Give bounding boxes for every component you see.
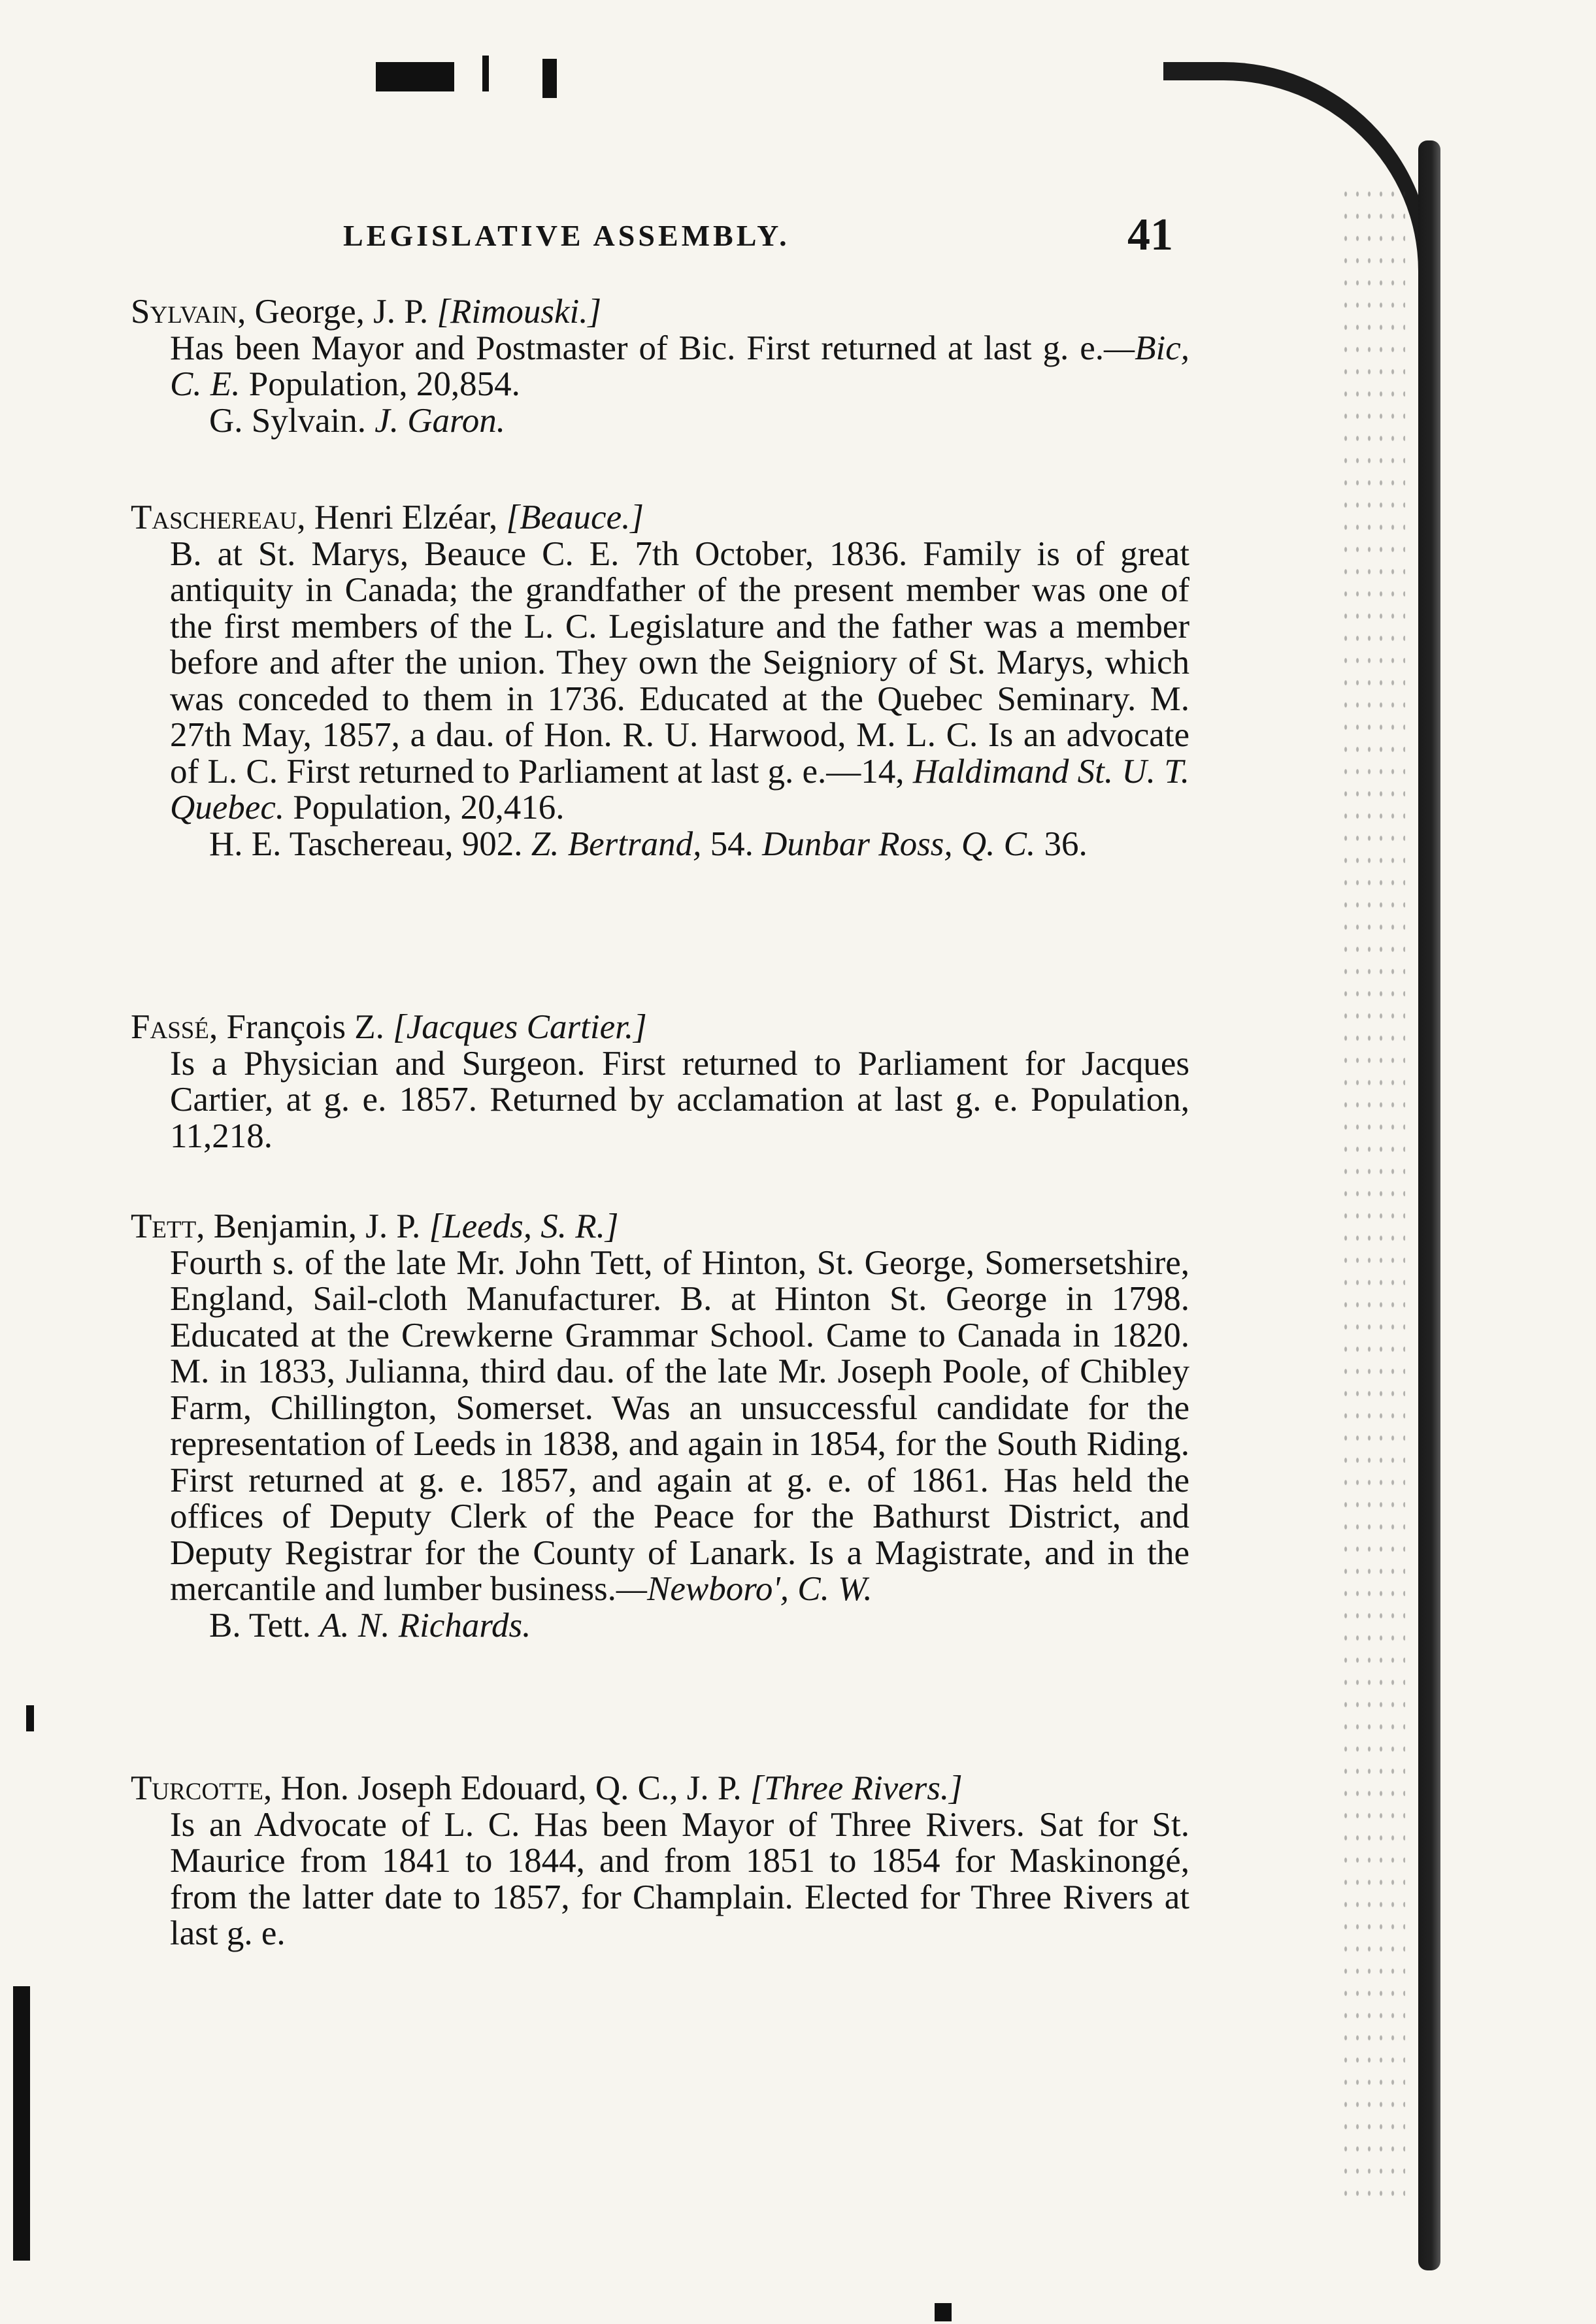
entry-bio-italic: —Newboro', C. W. <box>616 1570 873 1608</box>
entry-fasse <box>131 1009 1189 1154</box>
entry-election-returns <box>131 1608 1189 1645</box>
return-opponent-2-votes: 36. <box>1035 825 1088 863</box>
entry-heading <box>131 500 1189 536</box>
entry-biography <box>131 1807 1189 1952</box>
entry-heading <box>131 1771 1189 1807</box>
entry-given-names: , Benjamin, J. P. <box>196 1207 421 1245</box>
entry-heading <box>131 1009 1189 1046</box>
return-winner: H. E. Taschereau, 902. <box>209 825 523 863</box>
entry-biography <box>131 1245 1189 1608</box>
entry-given-names: , François Z. <box>208 1008 384 1046</box>
entry-surname: Sylvain <box>131 293 238 331</box>
return-opponent: A. N. Richards. <box>320 1606 531 1645</box>
top-ink-mark-2 <box>482 56 489 91</box>
entry-election-returns <box>131 403 1189 440</box>
entry-constituency: [Beauce.] <box>506 499 644 536</box>
entry-constituency: [Rimouski.] <box>437 293 602 331</box>
left-margin-bar <box>13 1986 30 2261</box>
entry-heading <box>131 294 1189 331</box>
return-opponent-1-votes: 54. <box>701 825 754 863</box>
binding-gutter <box>1418 140 1440 2270</box>
entry-sylvain <box>131 294 1189 439</box>
bottom-ink-mark <box>935 2303 952 2321</box>
entry-bio-italic: —Bic, C. E. <box>170 329 1189 403</box>
entry-given-names: , Henri Elzéar, <box>297 499 498 536</box>
entry-constituency: [Three Rivers.] <box>750 1769 963 1807</box>
entry-bio-text: Is a Physician and Surgeon. First returned to Parliament for Jacques Cartier, at g. e. 1857. Returned by acclamation at last g. e. Population, 11,218. <box>170 1044 1189 1155</box>
entry-election-returns <box>131 826 1189 863</box>
entry-bio-population: Population, 20,854. <box>240 365 520 403</box>
entry-given-names: , George, J. P. <box>237 293 429 331</box>
entry-given-names: , Hon. Joseph Edouard, Q. C., J. P. <box>263 1769 742 1807</box>
entry-biography <box>131 331 1189 403</box>
top-ink-mark-1 <box>376 62 454 91</box>
entry-surname: Fassé <box>131 1008 209 1046</box>
return-opponent-2: Dunbar Ross, Q. C. <box>762 825 1036 863</box>
entry-heading <box>131 1209 1189 1245</box>
entry-surname: Turcotte <box>131 1769 263 1807</box>
gutter-specks <box>1340 183 1405 2208</box>
top-ink-mark-3 <box>542 59 557 98</box>
page-number: 41 <box>1127 210 1173 260</box>
entry-bio-population: Population, 20,416. <box>284 789 565 826</box>
entry-bio-italic: Haldimand St. U. T. Quebec. <box>170 752 1189 826</box>
return-winner: B. Tett. <box>209 1606 311 1645</box>
return-winner: G. Sylvain. <box>209 401 366 440</box>
running-header <box>343 209 1173 268</box>
entry-bio-text: Is an Advocate of L. C. Has been Mayor of Three Rivers. Sat for St. Maurice from 1841 to 1844, and from 1851 to 1854 for Maskinongé, from the latter date to 1857, for Champlain. Elected for Three Rivers at last g. e. <box>170 1805 1189 1952</box>
return-opponent-1: Z. Bertrand, <box>531 825 702 863</box>
entry-turcotte <box>131 1771 1189 1952</box>
entry-bio-text: B. at St. Marys, Beauce C. E. 7th October, 1836. Family is of great antiquity in Canada; the grandfather of the present member was one of the first members of the L. C. Legislature and the father was a member before and after the union. They own the Seigniory of St. Marys, which was conceded to them in 1736. Educated at the Quebec Seminary. M. 27th May, 1857, a dau. of Hon. R. U. Harwood, M. L. C. Is an advocate of L. C. First returned to Parliament at last g. e.—14, <box>170 534 1189 791</box>
entry-constituency: [Leeds, S. R.] <box>429 1207 619 1245</box>
header-title: LEGISLATIVE ASSEMBLY. <box>343 219 790 252</box>
entry-biography <box>131 536 1189 826</box>
entry-bio-text: Fourth s. of the late Mr. John Tett, of Hinton, St. George, Somersetshire, England, Sail-cloth Manufacturer. B. at Hinton St. George in 1798. Educated at the Crewkerne Grammar School. Came to Canada in 1820. M. in 1833, Julianna, third dau. of the late Mr. Joseph Poole, of Chibley Farm, Chillington, Somerset. Was an unsuccessful candidate for the representation of Leeds in 1838, and again in 1854, for the South Riding. First returned at g. e. 1857, and again at g. e. of 1861. Has held the offices of Deputy Clerk of the Peace for the Bathurst District, and Deputy Registrar for the County of Lanark. Is a Magistrate, and in the mercantile and lumber business. <box>170 1243 1189 1608</box>
entry-biography <box>131 1046 1189 1155</box>
entry-tett <box>131 1209 1189 1644</box>
return-opponent: J. Garon. <box>374 401 505 440</box>
entry-taschereau <box>131 500 1189 862</box>
entry-constituency: [Jacques Cartier.] <box>393 1008 647 1046</box>
entry-bio-text: Has been Mayor and Postmaster of Bic. First returned at last g. e. <box>170 329 1104 367</box>
left-margin-speck <box>26 1705 34 1731</box>
entry-surname: Tett <box>131 1207 197 1245</box>
entry-surname: Taschereau <box>131 499 297 536</box>
